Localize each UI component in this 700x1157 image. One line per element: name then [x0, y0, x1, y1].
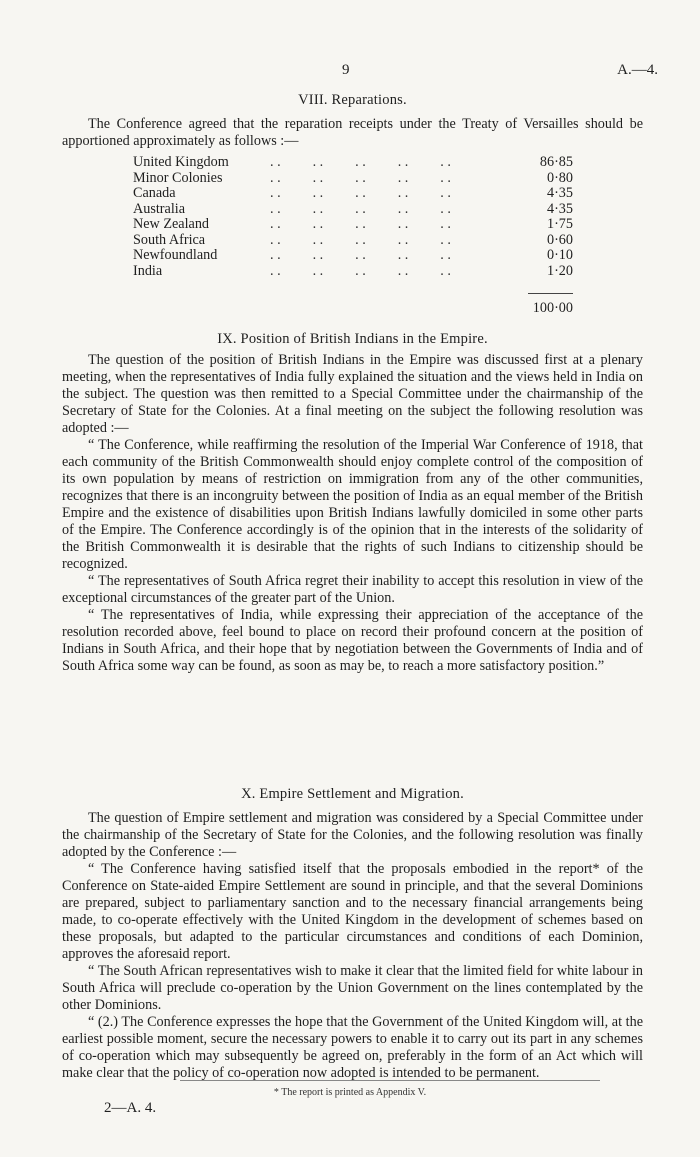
- row-leader-dots: . . . . . . . . . .: [270, 247, 451, 263]
- row-country: Canada: [133, 185, 176, 201]
- footnote-rule: [180, 1080, 600, 1081]
- section-10-paragraph: “ The South African representatives wish to make it clear that the limited field for white labour in South Africa will preclude co-operation by the Union Government on the lines contemplated by the other Dominions.: [62, 963, 643, 1013]
- row-country: United Kingdom: [133, 154, 229, 170]
- reparations-total: 100·00: [532, 300, 573, 316]
- row-country: Newfoundland: [133, 247, 218, 263]
- row-leader-dots: . . . . . . . . . .: [270, 169, 451, 186]
- row-country: Australia: [133, 200, 186, 217]
- section-10-paragraph: “ The Conference having satisfied itself that the proposals embodied in the report* of the Conference on State-aided Empire Settlement are sound in principle, and that the several Dominions are prepared, subject to parliamentary sanction and to the necessary financial arrangements being made, to co-operate effectively with the United Kingdom in the development of schemes based on these proposals, but adapted to the particular circumstances and conditions of each Dominion, approves the aforesaid report.: [62, 861, 643, 962]
- section-8-intro: [62, 116, 643, 150]
- section-10-paragraph: “ (2.) The Conference expresses the hope that the Government of the United Kingdom will, at the earliest possible moment, secure the necessary powers to enable it to carry out its part in any schemes of co-operation which may subsequently be agreed on, preferably in the form of an Act which will make clear that the policy of co-operation now adopted is intended to be permanent.: [62, 1014, 643, 1081]
- row-leader-dots: . . . . . . . . . .: [270, 216, 451, 232]
- section-10-paragraph: The question of Empire settlement and migration was considered by a Special Committee under the chairmanship of the Secretary of State for the Colonies, and the following resolution was finally adopted by the Conference :—: [62, 810, 643, 860]
- row-value: 0·80: [546, 169, 573, 186]
- row-value: 1·20: [546, 262, 573, 279]
- section-9-paragraph: “ The representatives of India, while expressing their appreciation of the acceptance of the resolution recorded above, feel bound to place on record their profound concern at the position of Indians in South Africa, and their hope that by negotiation between the Governments of India and of South Africa some way can be found, as soon as may be, to reach a more satisfactory position.”: [62, 607, 643, 674]
- row-country: India: [133, 262, 163, 279]
- row-leader-dots: . . . . . . . . . .: [270, 185, 451, 201]
- row-leader-dots: . . . . . . . . . .: [270, 154, 451, 170]
- table-row: [133, 155, 573, 171]
- section-9-paragraph: “ The representatives of South Africa regret their inability to accept this resolution in view of the exceptional circumstances of the greater part of the Union.: [62, 573, 643, 606]
- signature-mark: 2—A. 4.: [104, 1100, 157, 1116]
- section-9-heading: IX. Position of British Indians in the Empire.: [217, 331, 488, 347]
- reparations-table: [133, 155, 573, 279]
- row-value: 1·75: [546, 216, 573, 232]
- total-rule: [528, 293, 573, 294]
- page-number: 9: [342, 62, 350, 78]
- row-leader-dots: . . . . . . . . . .: [270, 262, 451, 279]
- table-row: [133, 248, 573, 264]
- page-header: [0, 62, 700, 82]
- table-row: [133, 202, 573, 218]
- row-value: 0·10: [546, 247, 573, 263]
- row-country: South Africa: [133, 231, 206, 248]
- section-8-heading: VIII. Reparations.: [298, 92, 407, 108]
- section-10-body: [62, 810, 643, 1082]
- table-row: [133, 233, 573, 249]
- row-leader-dots: . . . . . . . . . .: [270, 231, 451, 248]
- row-country: Minor Colonies: [133, 169, 223, 186]
- row-leader-dots: . . . . . . . . . .: [270, 200, 451, 217]
- table-row: [133, 264, 573, 280]
- document-reference: A.—4.: [617, 62, 658, 78]
- section-8-intro-paragraph: The Conference agreed that the reparation receipts under the Treaty of Versailles should be apportioned approximately as follows :—: [62, 116, 643, 149]
- table-row: [133, 186, 573, 202]
- section-9-body: [62, 352, 643, 675]
- section-9-paragraph: The question of the position of British Indians in the Empire was discussed first at a plenary meeting, when the representatives of India fully explained the situation and the views held in India on the subject. The question was then remitted to a Special Committee under the chairmanship of the Secretary of State for the Colonies. At a final meeting on the subject the following resolution was adopted :—: [62, 352, 643, 436]
- row-value: 86·85: [539, 154, 573, 170]
- row-value: 4·35: [546, 185, 573, 201]
- row-value: 4·35: [546, 200, 573, 217]
- row-value: 0·60: [546, 231, 573, 248]
- table-row: [133, 171, 573, 187]
- section-10-heading: X. Empire Settlement and Migration.: [241, 786, 464, 802]
- table-row: [133, 217, 573, 233]
- row-country: New Zealand: [133, 216, 210, 232]
- section-9-paragraph: “ The Conference, while reaffirming the resolution of the Imperial War Conference of 1918, that each community of the British Commonwealth should enjoy complete control of the composition of its own population by means of restriction on immigration from any of the other communities, recognizes that there is an incongruity between the position of India as an equal member of the British Empire and the existence of disabilities upon British Indians lawfully domiciled in some other parts of the Empire. The Conference accordingly is of the opinion that in the interests of the solidarity of the British Commonwealth it is desirable that the rights of such Indians to citizenship should be recognized.: [62, 437, 643, 572]
- footnote: * The report is printed as Appendix V.: [273, 1087, 427, 1098]
